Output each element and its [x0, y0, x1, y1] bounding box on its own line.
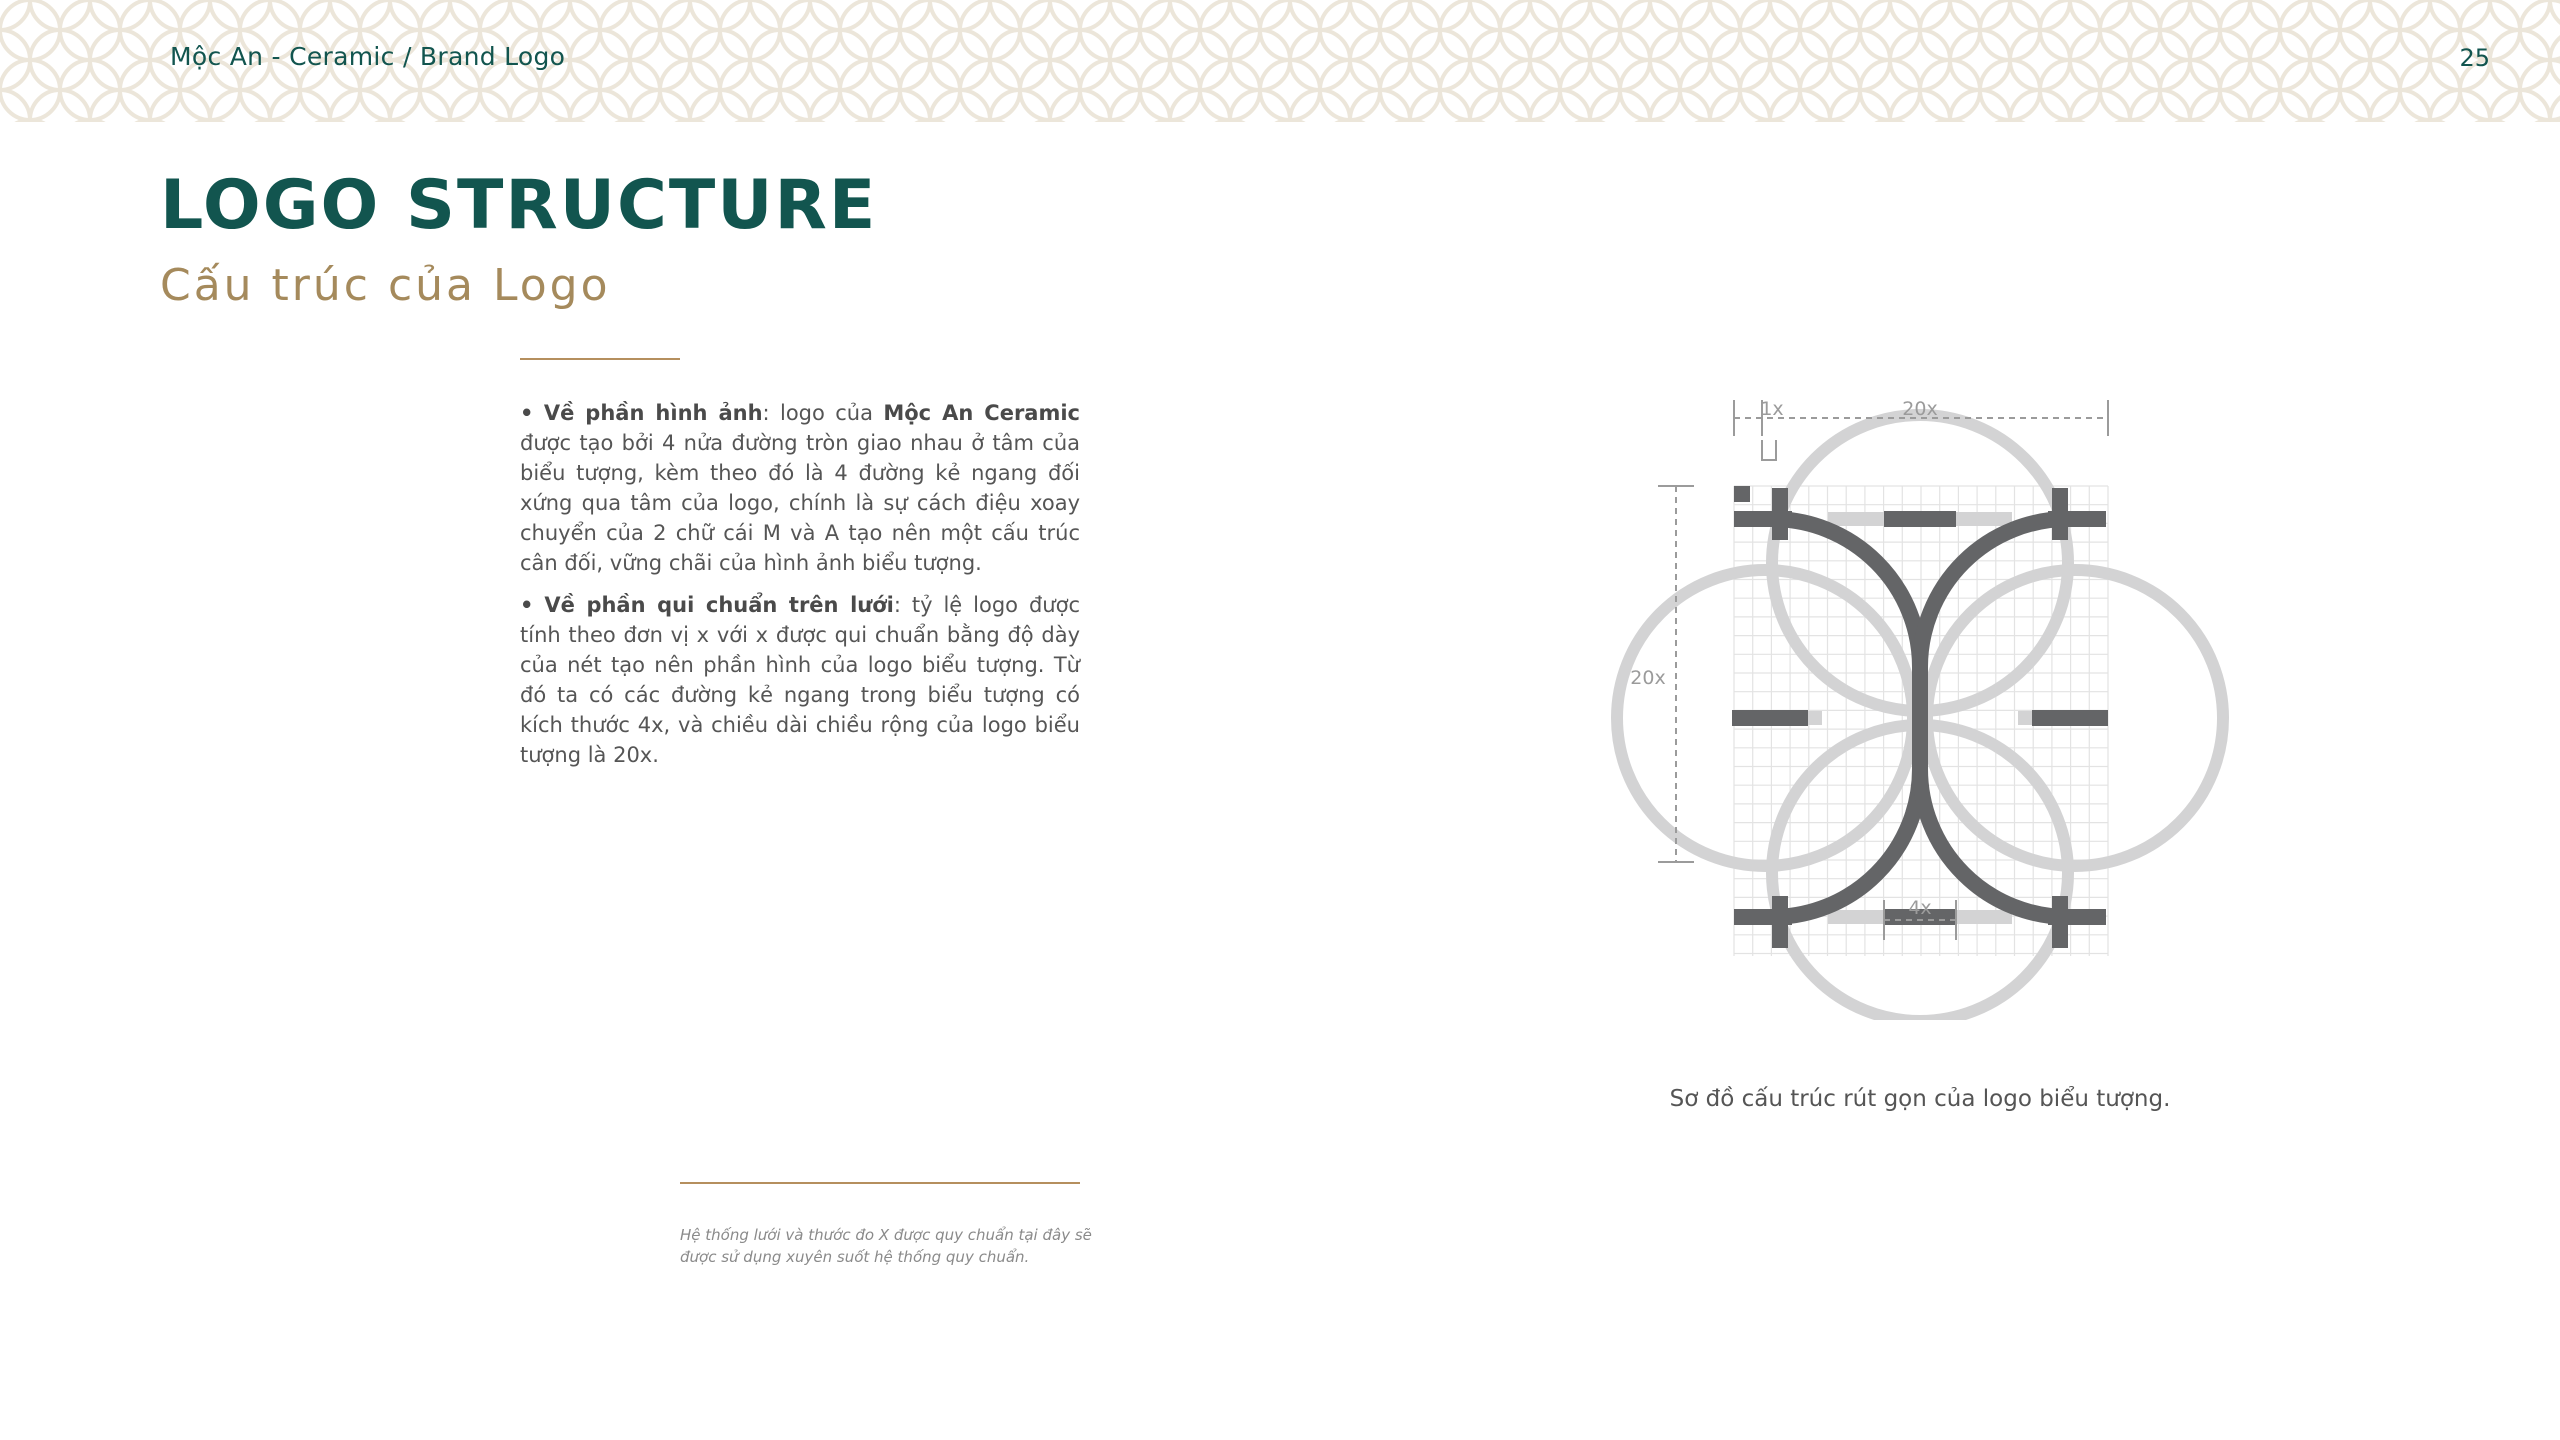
logo-bar-middle-left — [1732, 710, 1808, 726]
bar-label: 4x — [1908, 897, 1932, 919]
width-label: 20x — [1902, 398, 1938, 420]
logo-stub-top-left — [1772, 488, 1788, 540]
brand-name: Mộc An Ceramic — [883, 401, 1081, 425]
top-divider — [520, 358, 680, 360]
description-text — [520, 398, 1080, 782]
paragraph-image: • Về phần hình ảnh: logo của Mộc An Ceramic được tạo bởi 4 nửa đường tròn giao nhau ở tâm của biểu tượng, kèm theo đó là 4 đường kẻ ngang đối xứng qua tâm của logo, chính là sự cách điệu xoay chuyển của 2 chữ cái M và A tạo nên một cấu trúc cân đối, vững chãi của hình ảnh biểu tượng. — [520, 401, 1081, 575]
logo-grid-svg — [1590, 340, 2250, 1020]
logo-stub-bottom-right — [2052, 896, 2068, 948]
logo-stub-top-right — [2052, 488, 2068, 540]
page-title: LOGO STRUCTURE — [160, 166, 878, 245]
paragraph-grid: • Về phần qui chuẩn trên lưới: tỷ lệ logo được tính theo đơn vị x với x được qui chuẩn bằng độ dày của nét tạo nên phần hình của logo biểu tượng. Từ đó ta có các đường kẻ ngang trong biểu tượng có kích thước 4x, và chiều dài chiều rộng của logo biểu tượng là 20x. — [520, 593, 1080, 767]
logo-bar-top-center — [1884, 511, 1956, 527]
unit-bracket — [1762, 440, 1776, 460]
logo-structure-diagram — [1590, 340, 2250, 1020]
unit-label: 1x — [1760, 398, 1784, 420]
page-number: 25 — [2459, 44, 2490, 72]
footnote: Hệ thống lưới và thước đo X được quy chuẩn tại đây sẽ được sử dụng xuyên suốt hệ thống quy chuẩn. — [680, 1226, 1092, 1266]
bottom-divider — [680, 1182, 1080, 1184]
diagram-caption: Sơ đồ cấu trúc rút gọn của logo biểu tượng. — [1669, 1086, 2171, 1112]
paragraph-grid-lead: Về phần qui chuẩn trên lưới — [544, 593, 894, 617]
unit-square — [1734, 486, 1750, 502]
paragraph-image-lead: Về phần hình ảnh — [543, 401, 763, 425]
logo-stub-bottom-left — [1772, 896, 1788, 948]
height-label: 20x — [1630, 667, 1666, 689]
page-subtitle: Cấu trúc của Logo — [160, 260, 611, 311]
logo-bar-middle-right — [2032, 710, 2108, 726]
header-title: Mộc An - Ceramic / Brand Logo — [170, 42, 566, 71]
